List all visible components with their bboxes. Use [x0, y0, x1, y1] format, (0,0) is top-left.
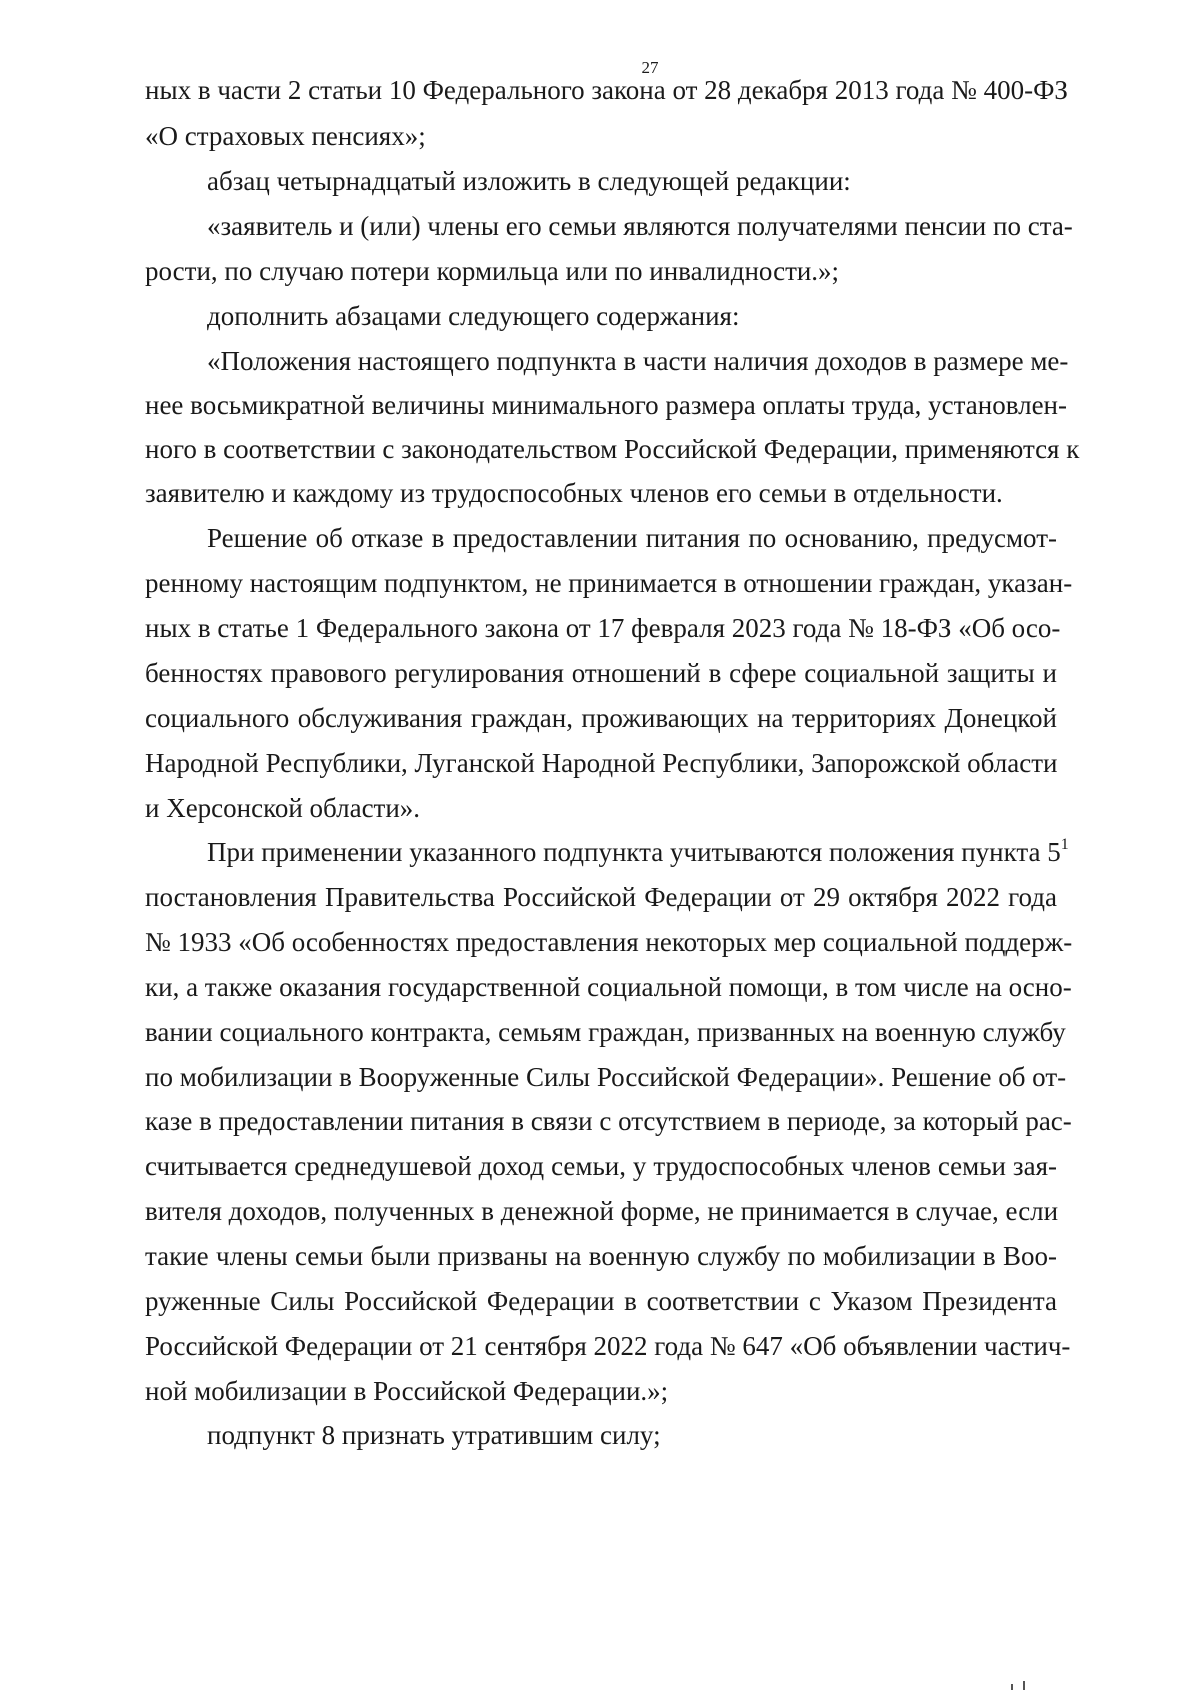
text-line: нее восьмикратной величины минимального размера оплаты труда, установлен- [145, 390, 1067, 420]
text-line: Решение об отказе в предоставлении питания по основанию, предусмот- [207, 523, 1057, 553]
text-line: ных в статье 1 Федерального закона от 17 февраля 2023 года № 18-ФЗ «Об осо- [145, 613, 1061, 643]
text-line: по мобилизации в Вооруженные Силы Российской Федерации». Решение об от- [145, 1062, 1067, 1092]
text-line: руженные Силы Российской Федерации в соответствии с Указом Президента [145, 1286, 1057, 1316]
scan-speck [1011, 1684, 1013, 1690]
text-line: При применении указанного подпункта учитываются положения пункта 5 [207, 837, 1061, 867]
text-line: казе в предоставлении питания в связи с отсутствием в периоде, за который рас- [145, 1106, 1072, 1136]
text-line: «заявитель и (или) члены его семьи являются получателями пенсии по ста- [207, 211, 1073, 241]
text-line: постановления Правительства Российской Федерации от 29 октября 2022 года [145, 882, 1057, 912]
text-line: дополнить абзацами следующего содержания: [207, 301, 740, 331]
text-line: заявителю и каждому из трудоспособных членов его семьи в отдельности. [145, 478, 1003, 508]
text-line: № 1933 «Об особенностях предоставления некоторых мер социальной поддерж- [145, 927, 1073, 957]
text-line: Народной Республики, Луганской Народной Республики, Запорожской области [145, 748, 1058, 778]
text-line: вании социального контракта, семьям граждан, призванных на военную службу [145, 1017, 1066, 1047]
text-line: ренному настоящим подпунктом, не принимается в отношении граждан, указан- [145, 568, 1073, 598]
text-line: «О страховых пенсиях»; [145, 121, 426, 151]
scan-speck [1023, 1681, 1025, 1690]
text-line: такие члены семьи были призваны на военную службу по мобилизации в Воо- [145, 1241, 1057, 1271]
text-line: вителя доходов, полученных в денежной форме, не принимается в случае, если [145, 1196, 1059, 1226]
page-number: 27 [641, 58, 659, 77]
text-line: абзац четырнадцатый изложить в следующей редакции: [207, 166, 851, 196]
text-line-with-superscript [207, 834, 1069, 870]
text-line: ной мобилизации в Российской Федерации.»; [145, 1376, 669, 1406]
superscript-1: 1 [1060, 836, 1069, 853]
text-line: бенностях правового регулирования отношений в сфере социальной защиты и [145, 658, 1057, 688]
text-line: «Положения настоящего подпункта в части наличия доходов в размере ме- [207, 346, 1069, 376]
text-line: и Херсонской области». [145, 793, 421, 823]
text-line: социального обслуживания граждан, проживающих на территориях Донецкой [145, 703, 1057, 733]
text-line: считывается среднедушевой доход семьи, у трудоспособных членов семьи зая- [145, 1151, 1057, 1181]
text-line: подпункт 8 признать утратившим силу; [207, 1420, 661, 1450]
text-line: ки, а также оказания государственной социальной помощи, в том числе на осно- [145, 972, 1072, 1002]
text-line: рости, по случаю потери кормильца или по инвалидности.»; [145, 256, 840, 286]
text-line: ного в соответствии с законодательством Российской Федерации, применяются к [145, 434, 1080, 464]
text-line: ных в части 2 статьи 10 Федерального закона от 28 декабря 2013 года № 400-ФЗ [145, 75, 1068, 105]
text-line: Российской Федерации от 21 сентября 2022 года № 647 «Об объявлении частич- [145, 1331, 1071, 1361]
